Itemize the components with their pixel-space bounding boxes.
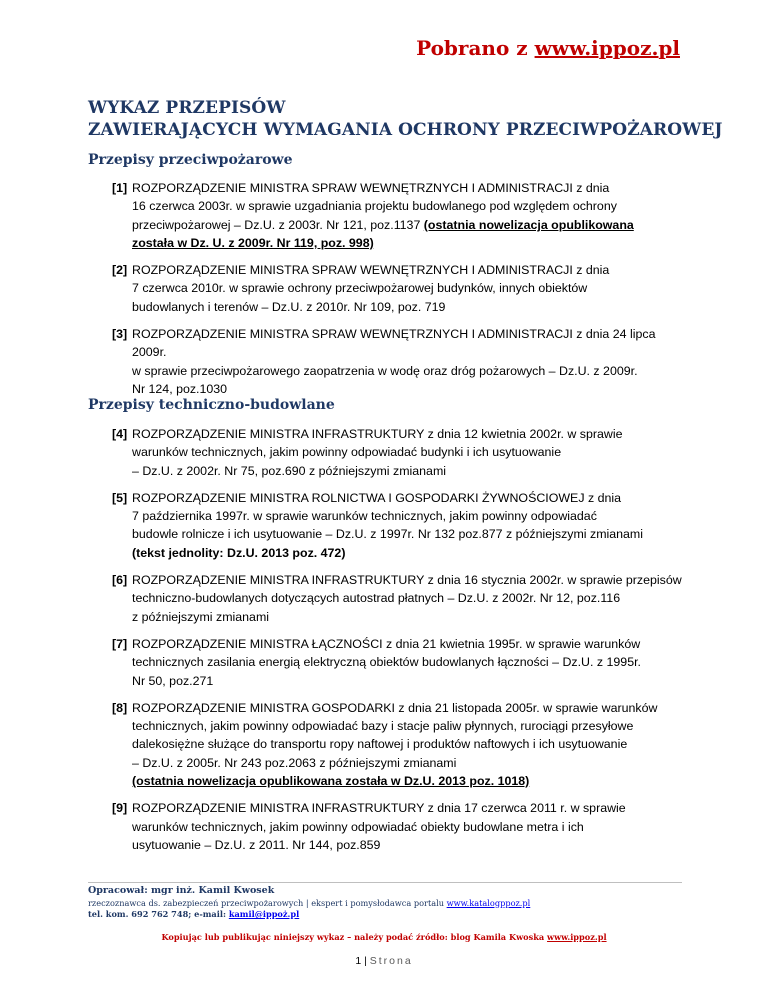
item-number: [4] — [112, 427, 128, 441]
footer-role-text: rzeczoznawca ds. zabezpieczeń przeciwpożarowych | ekspert i pomysłodawca portalu — [88, 898, 447, 908]
item-line: w sprawie przeciwpożarowego zaopatrzenia w wodę oraz dróg pożarowych – Dz.U. z 2009r. — [132, 363, 638, 378]
item-line: ROZPORZĄDZENIE MINISTRA ROLNICTWA I GOSPODARKI ŻYWNOŚCIOWEJ z dnia — [132, 490, 622, 505]
item-line: ROZPORZĄDZENIE MINISTRA SPRAW WEWNĘTRZNYCH I ADMINISTRACJI z dnia 24 lipca 2009r. — [132, 327, 656, 360]
item-line: ROZPORZĄDZENIE MINISTRA ŁĄCZNOŚCI z dnia 21 kwietnia 1995r. w sprawie warunków — [132, 636, 641, 651]
item-line: technicznych, jakim powinny odpowiadać bazy i stacje paliw płynnych, rurociągi przesyłowe — [132, 719, 634, 734]
page-number — [0, 955, 768, 967]
item-line: Nr 124, poz.1030 — [132, 381, 228, 396]
item-number: [9] — [112, 801, 128, 816]
list-item — [112, 571, 686, 626]
list-item — [112, 261, 686, 316]
consolidated-text-note: (tekst jednolity: Dz.U. 2013 poz. 472) — [132, 545, 346, 560]
item-line: ROZPORZĄDZENIE MINISTRA INFRASTRUKTURY z dnia 17 czerwca 2011 r. w sprawie — [132, 801, 626, 816]
page-label: Strona — [369, 955, 413, 967]
item-line: 16 czerwca 2003r. w sprawie uzgadniania projektu budowlanego pod względem ochrony — [132, 199, 617, 214]
building-regulations-list — [112, 425, 686, 863]
list-item — [112, 325, 686, 398]
fire-regulations-list — [112, 179, 686, 407]
item-line: techniczno-budowlanych dotyczących autostrad płatnych – Dz.U. z 2002r. Nr 12, poz.116 — [132, 591, 621, 606]
katalog-link[interactable]: www.katalogppoz.pl — [446, 898, 531, 908]
item-number: [6] — [112, 573, 128, 588]
source-banner — [416, 36, 680, 60]
source-link[interactable]: www.ippoz.pl — [534, 36, 680, 60]
section-heading-building: Przepisy techniczno-budowlane — [88, 397, 335, 413]
item-number: [1] — [112, 181, 128, 195]
item-line: – Dz.U. z 2005r. Nr 243 poz.2063 z późniejszymi zmianami — [132, 755, 457, 770]
notice-text: Kopiując lub publikując niniejszy wykaz – należy podać źródło: blog Kamila Kwoska — [161, 932, 548, 942]
title-line-1: WYKAZ PRZEPISÓW — [88, 98, 286, 118]
copyright-notice — [0, 932, 768, 942]
page-number-value: 1 — [355, 955, 362, 967]
item-line: warunków technicznych, jakim powinny odpowiadać budynki i ich usytuowanie — [132, 445, 562, 460]
item-line: z późniejszymi zmianami — [132, 609, 270, 624]
item-line: budowlanych i terenów – Dz.U. z 2010r. Nr 109, poz. 719 — [132, 299, 446, 314]
document-title — [88, 97, 723, 141]
footer-divider — [88, 882, 682, 883]
item-number: [2] — [112, 263, 128, 278]
footer-contact — [88, 909, 299, 919]
item-number: [7] — [112, 636, 128, 651]
section-heading-fire: Przepisy przeciwpożarowe — [88, 152, 293, 168]
item-number: [5] — [112, 490, 128, 505]
item-line: 7 czerwca 2010r. w sprawie ochrony przeciwpożarowej budynków, innych obiektów — [132, 281, 588, 296]
list-item — [112, 179, 686, 252]
page-separator: | — [361, 955, 370, 967]
item-line: budowle rolnicze i ich usytuowanie – Dz.U. z 1997r. Nr 132 poz.877 z późniejszymi zmianami — [132, 527, 644, 542]
item-line: warunków technicznych, jakim powinny odpowiadać obiekty budowlane metra i ich — [132, 819, 584, 834]
item-line: usytuowanie – Dz.U. z 2011. Nr 144, poz.859 — [132, 837, 381, 852]
footer-contact-text: tel. kom. 692 762 748; e-mail: — [88, 909, 229, 919]
amendment-note: (ostatnia nowelizacja opublikowana — [423, 217, 634, 232]
item-number: [3] — [112, 327, 128, 342]
item-line: ROZPORZĄDZENIE MINISTRA INFRASTRUKTURY z dnia 12 kwietnia 2002r. w sprawie — [132, 427, 623, 441]
item-line: ROZPORZĄDZENIE MINISTRA SPRAW WEWNĘTRZNYCH I ADMINISTRACJI z dnia — [132, 181, 610, 195]
item-line: ROZPORZĄDZENIE MINISTRA INFRASTRUKTURY z dnia 16 stycznia 2002r. w sprawie przepisów — [132, 573, 682, 588]
notice-link[interactable]: www.ippoz.pl — [547, 932, 607, 942]
amendment-note: (ostatnia nowelizacja opublikowana została w Dz.U. 2013 poz. 1018) — [132, 774, 530, 789]
item-line: dalekosiężne służące do transportu ropy naftowej i produktów naftowych i ich usytuowanie — [132, 737, 628, 752]
item-line: – Dz.U. z 2002r. Nr 75, poz.690 z późniejszymi zmianami — [132, 463, 447, 478]
list-item — [112, 699, 686, 790]
list-item — [112, 799, 686, 854]
item-line: 7 października 1997r. w sprawie warunków technicznych, jakim powinny odpowiadać — [132, 509, 597, 524]
item-line: ROZPORZĄDZENIE MINISTRA SPRAW WEWNĘTRZNYCH I ADMINISTRACJI z dnia — [132, 263, 610, 278]
item-line: technicznych zasilania energią elektryczną obiektów budowlanych łączności – Dz.U. z 1995r. — [132, 655, 641, 670]
item-line: Nr 50, poz.271 — [132, 673, 214, 688]
item-number: [8] — [112, 700, 128, 715]
item-line: ROZPORZĄDZENIE MINISTRA GOSPODARKI z dnia 21 listopada 2005r. w sprawie warunków — [132, 700, 658, 715]
source-prefix: Pobrano z — [416, 36, 535, 60]
list-item — [112, 425, 686, 480]
footer-author: Opracował: mgr inż. Kamil Kwosek — [88, 885, 275, 896]
title-line-2: ZAWIERAJĄCYCH WYMAGANIA OCHRONY PRZECIWPOŻAROWEJ — [88, 120, 723, 140]
item-line: przeciwpożarowej – Dz.U. z 2003r. Nr 121, poz.1137 — [132, 217, 424, 232]
footer-role — [88, 898, 530, 908]
list-item — [112, 489, 686, 562]
email-link[interactable]: kamil@ippoż.pl — [228, 909, 300, 919]
list-item — [112, 635, 686, 690]
amendment-note: została w Dz. U. z 2009r. Nr 119, poz. 998) — [132, 235, 374, 250]
